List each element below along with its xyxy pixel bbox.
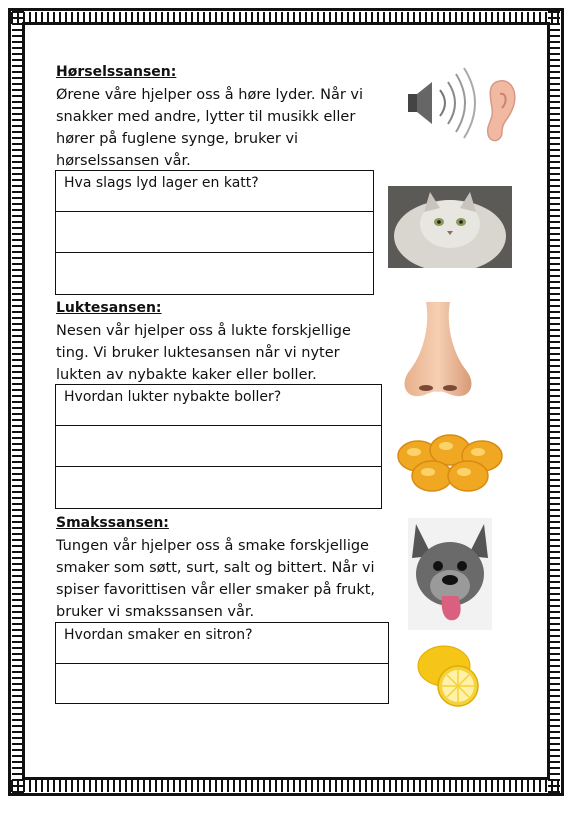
text-line: Ørene våre hjelper oss å høre lyder. Når vi xyxy=(56,87,364,103)
answer-line-2[interactable] xyxy=(56,467,381,508)
text-line: lukten av nybakte kaker eller boller. xyxy=(56,367,317,383)
text-line: snakker med andre, lytter til musikk eller xyxy=(56,109,356,125)
section-text-hearing xyxy=(56,84,391,172)
text-line: smaker som søtt, surt, salt og bittert. Når vi xyxy=(56,560,375,576)
answer-box-hearing xyxy=(55,170,374,295)
cat-photo xyxy=(388,186,512,268)
lemon-image xyxy=(414,642,482,708)
border-ticks-bottom xyxy=(11,780,561,792)
text-line: spiser favorittisen vår eller smaker på frukt, xyxy=(56,582,376,598)
question-row: Hvordan smaker en sitron? xyxy=(56,623,388,664)
text-line: Tungen vår hjelper oss å smake forskjellige xyxy=(56,538,369,554)
answer-line-1[interactable] xyxy=(56,426,381,467)
answer-box-smell xyxy=(55,384,382,509)
answer-line-1[interactable] xyxy=(56,212,373,253)
speaker-ear-icon xyxy=(404,62,522,158)
text-line: ting. Vi bruker luktesansen når vi nyter xyxy=(56,345,340,361)
answer-line-1[interactable] xyxy=(56,664,388,705)
nose-image xyxy=(398,300,478,402)
section-title-smell: Luktesansen: xyxy=(56,300,162,316)
section-title-hearing: Hørselssansen: xyxy=(56,64,177,80)
dog-tongue-image xyxy=(408,518,492,630)
section-text-smell xyxy=(56,320,391,386)
answer-line-2[interactable] xyxy=(56,253,373,294)
section-title-taste: Smakssansen: xyxy=(56,515,169,531)
buns-image xyxy=(396,430,504,496)
question-row: Hvordan lukter nybakte boller? xyxy=(56,385,381,426)
text-line: bruker vi smakssansen vår. xyxy=(56,604,255,620)
section-text-taste xyxy=(56,535,391,623)
text-line: hører på fuglene synge, bruker vi xyxy=(56,131,299,147)
text-line: Nesen vår hjelper oss å lukte forskjellige xyxy=(56,323,351,339)
text-line: hørselssansen vår. xyxy=(56,153,191,169)
question-row: Hva slags lyd lager en katt? xyxy=(56,171,373,212)
answer-box-taste xyxy=(55,622,389,704)
